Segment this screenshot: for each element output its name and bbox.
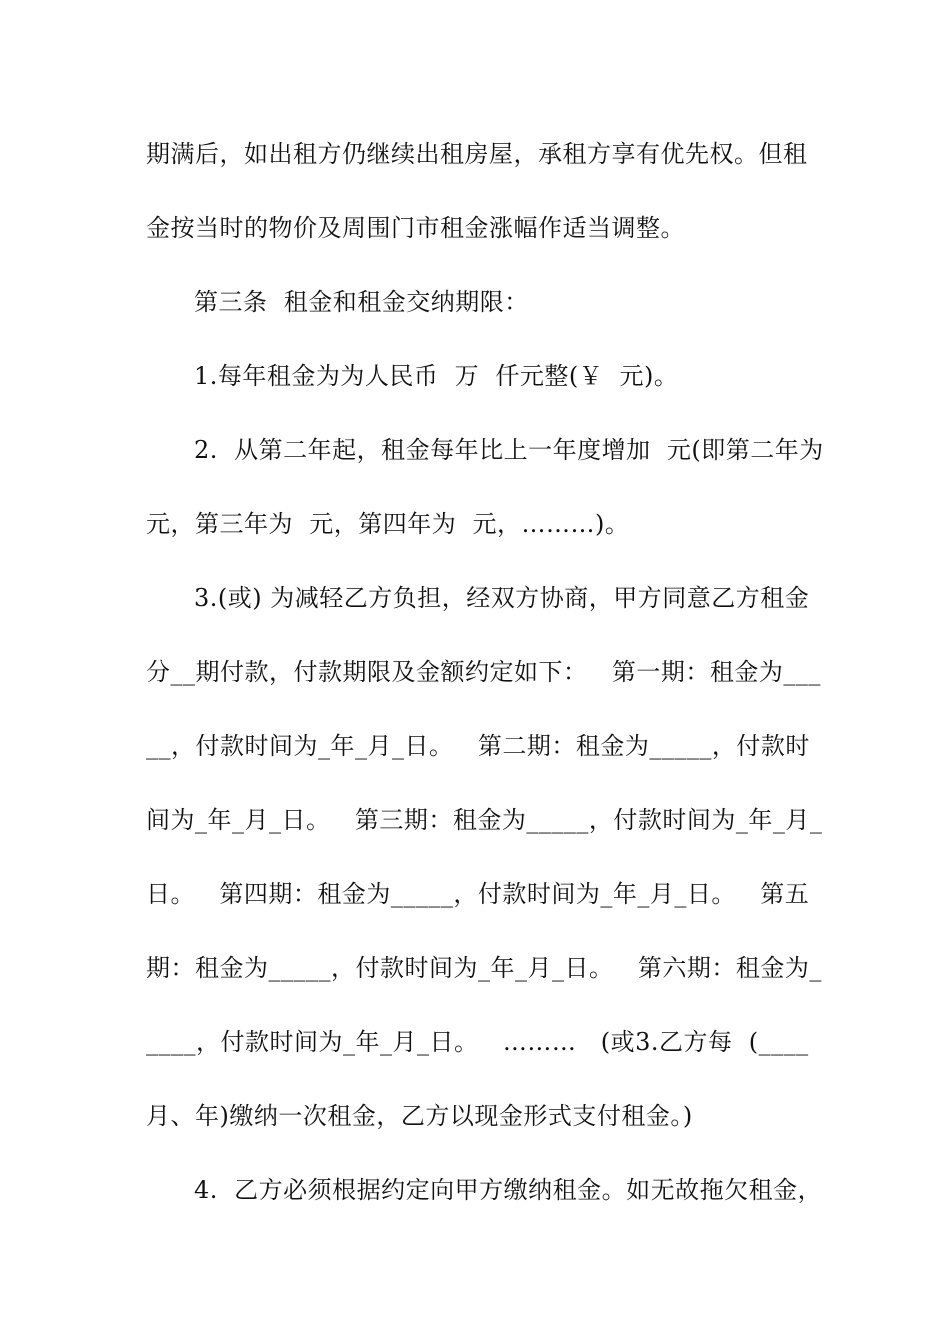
text-line: 3.(或) 为减轻乙方负担，经双方协商，甲方同意乙方租金 xyxy=(194,584,810,612)
text-line: 1.每年租金为为人民币 万 仟元整(￥ 元)。 xyxy=(194,362,679,390)
text-line: 元，第三年为 元，第四年为 元，………)。 xyxy=(146,510,630,538)
text-line: 间为_年_月_日。 第三期：租金为_____，付款时间为_年_月_ xyxy=(146,806,823,834)
text-line: 日。 第四期：租金为_____，付款时间为_年_月_日。 第五 xyxy=(146,880,810,908)
text-line: __，付款时间为_年_月_日。 第二期：租金为_____，付款时 xyxy=(146,732,810,760)
text-line: 4. 乙方必须根据约定向甲方缴纳租金。如无故拖欠租金， xyxy=(194,1176,823,1204)
text-line: 2. 从第二年起，租金每年比上一年度增加 元(即第二年为 xyxy=(194,436,824,464)
text-line: 期：租金为_____，付款时间为_年_月_日。 第六期：租金为_ xyxy=(146,954,822,982)
text-line: 分__期付款，付款期限及金额约定如下： 第一期：租金为___ xyxy=(146,658,821,686)
text-line: 期满后，如出租方仍继续出租房屋，承租方享有优先权。但租 xyxy=(146,140,808,168)
section-heading: 第三条 租金和租金交纳期限： xyxy=(194,288,529,316)
text-line: 月、年)缴纳一次租金，乙方以现金形式支付租金。) xyxy=(146,1102,693,1130)
text-line: ____，付款时间为_年_月_日。 ……… (或3.乙方每 (____ xyxy=(146,1028,809,1056)
text-line: 金按当时的物价及周围门市租金涨幅作适当调整。 xyxy=(146,214,685,242)
